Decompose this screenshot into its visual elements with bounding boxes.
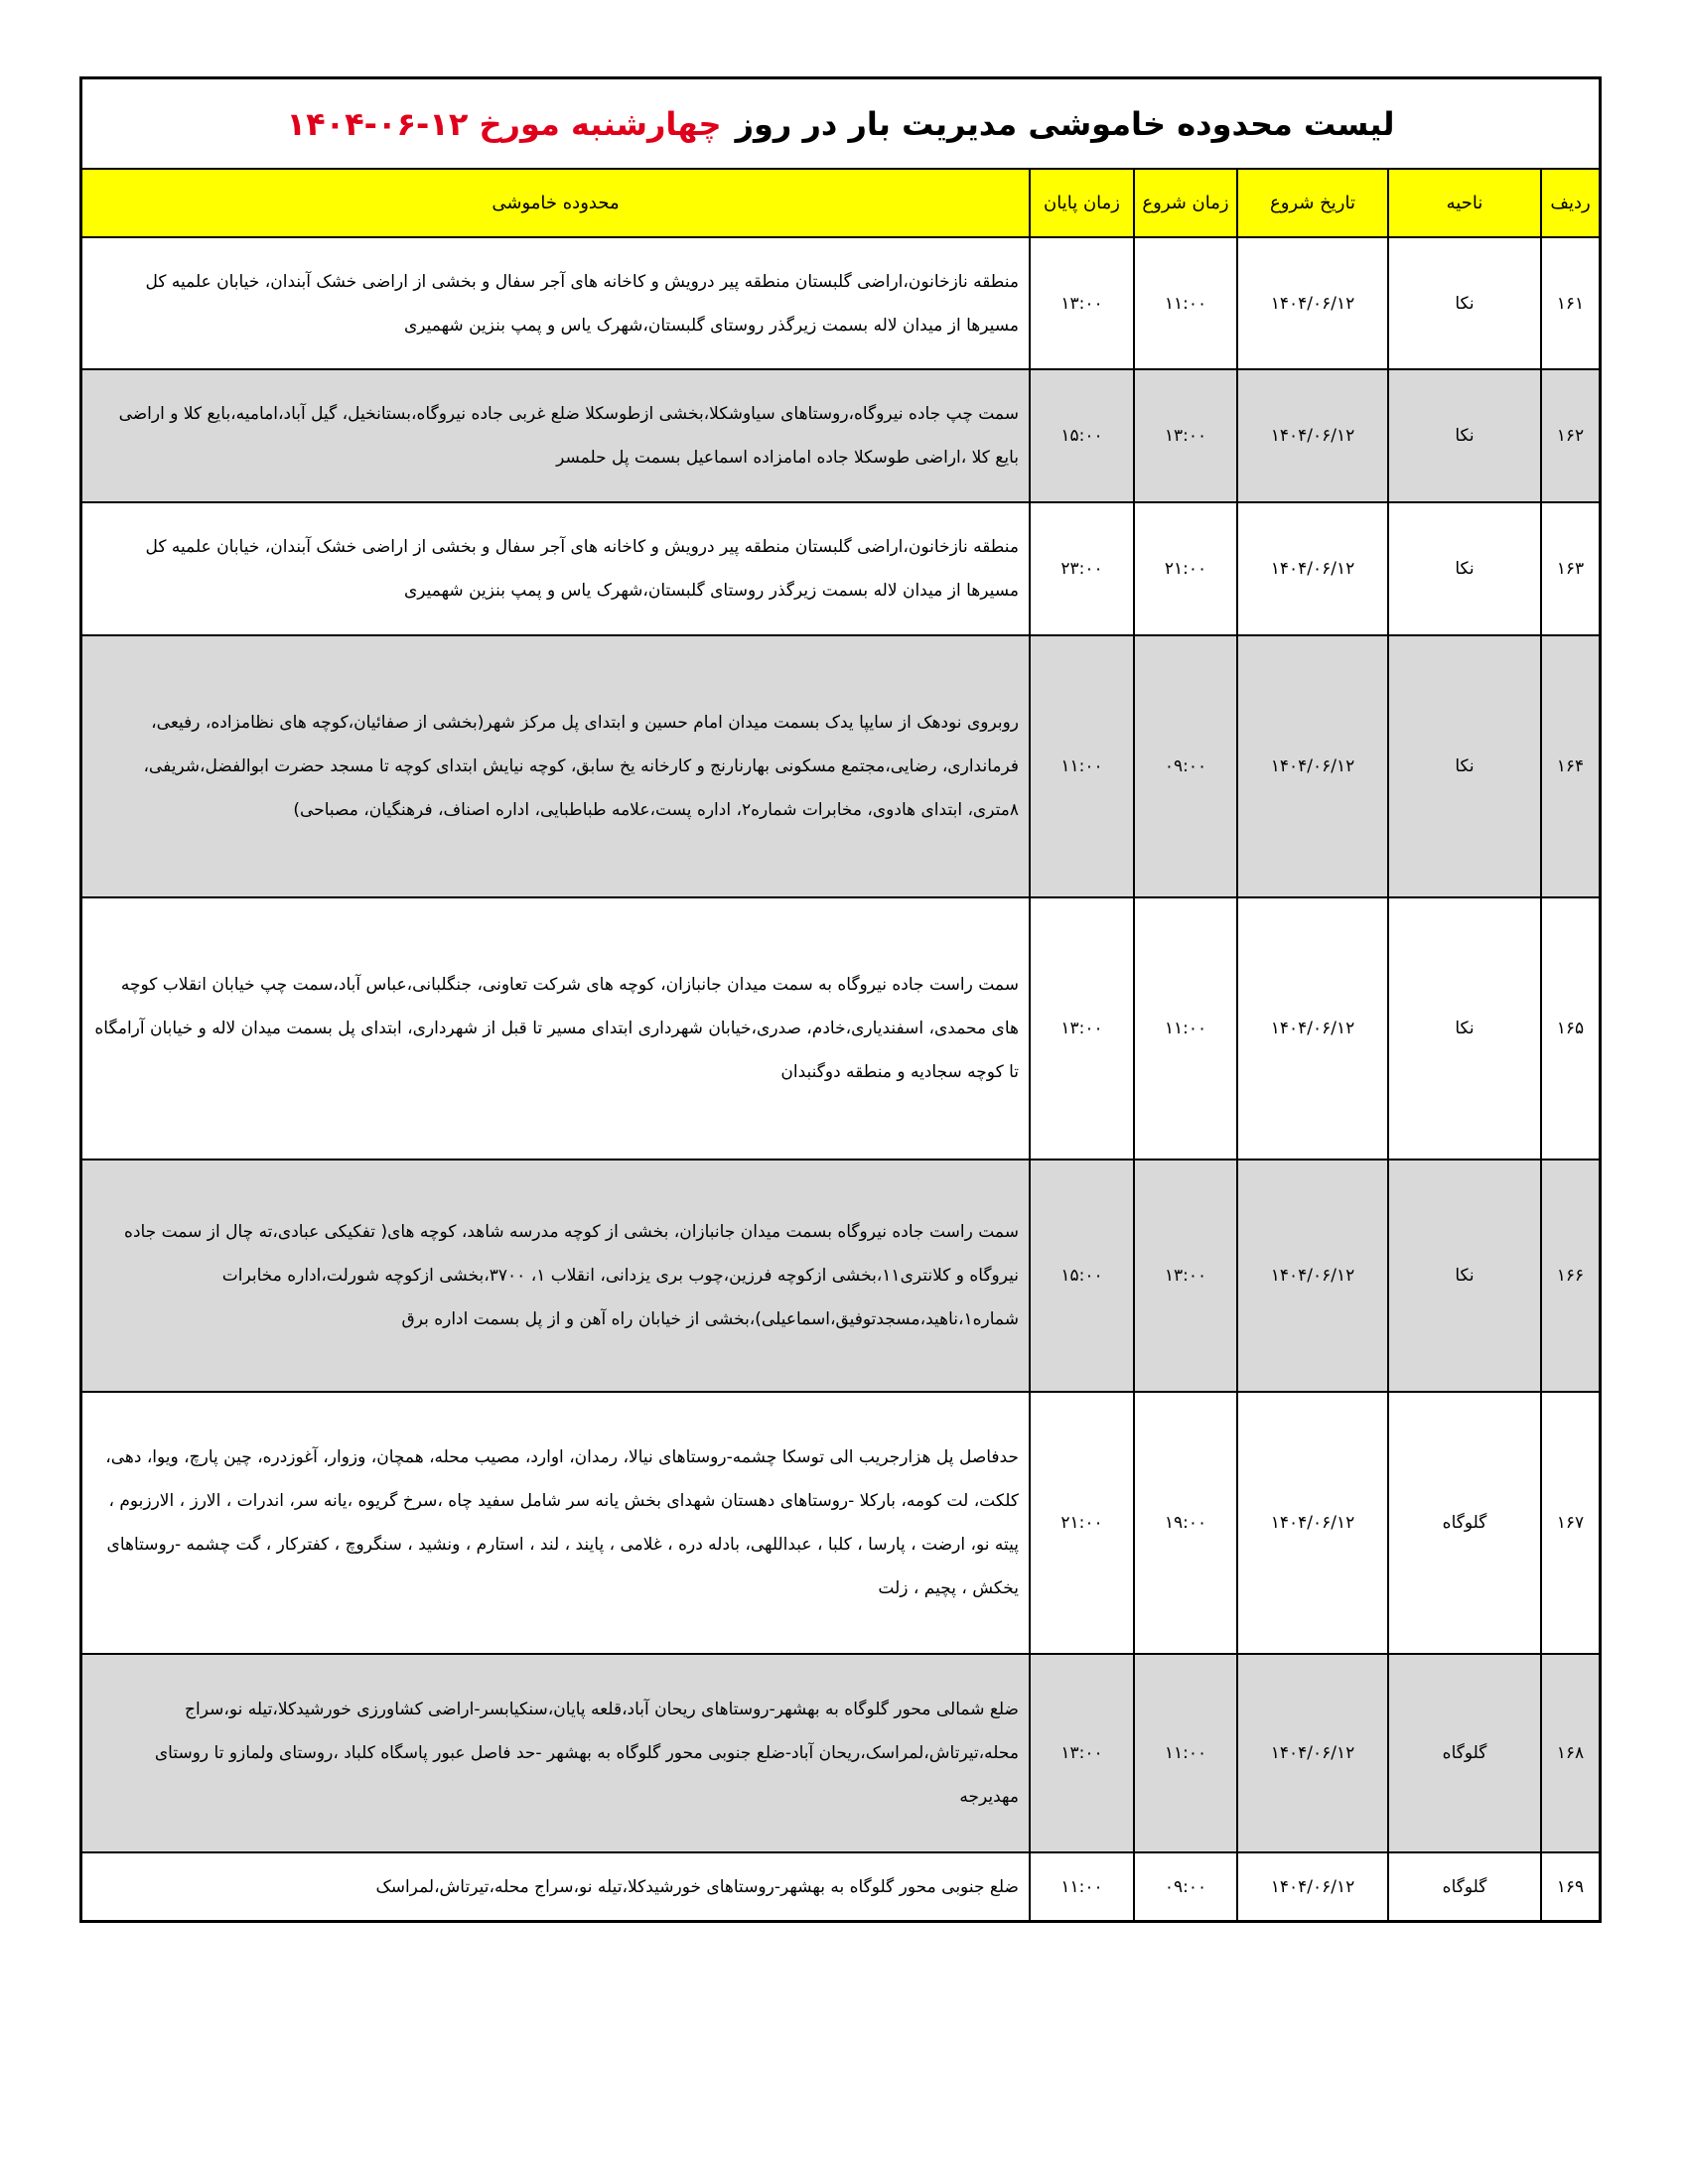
row-area: منطقه نازخانون،اراضی گلبستان منطقه پیر درویش و کاخانه های آجر سفال و بخشی از اراضی خشک آبندان، خیابان علمیه کل مسیرها از میدان لاله بسمت زیرگذر روستای گلبستان،شهرک یاس و پمپ بنزین شهمیری [82,237,1030,369]
row-start-time: ۱۳:۰۰ [1134,369,1237,502]
table-row [82,237,1599,369]
row-end-time: ۲۱:۰۰ [1030,1392,1134,1654]
row-number: ۱۶۸ [1541,1654,1599,1852]
row-area: حدفاصل پل هزارجریب الی توسکا چشمه-روستاهای نیالا، رمدان، اوارد، مصیب محله، همچان، وزوار، آغوزدره، چین پارچ، ویوا، دهی، کلکت، لت کومه، بارکلا -روستاهای دهستان شهدای بخش یانه سر شامل سفید چاه ،سرخ گریوه ،یانه سر، اندرات ، الارز ، الارزبوم ، پیته نو، ارضت ، پارسا ، کلبا ، عبداللهی، بادله دره ، غلامی ، پایند ، لند ، استارم ، ونشید ، سنگروچ ، کفترکار ، گت چشمه -روستاهای یخکش ، پچیم ، زلت [82,1392,1030,1654]
title-prefix: لیست محدوده خاموشی مدیریت بار در روز [735,104,1395,143]
row-area: منطقه نازخانون،اراضی گلبستان منطقه پیر درویش و کاخانه های آجر سفال و بخشی از اراضی خشک آبندان، خیابان علمیه کل مسیرها از میدان لاله بسمت زیرگذر روستای گلبستان،شهرک یاس و پمپ بنزین شهمیری [82,502,1030,635]
row-region: نکا [1388,1160,1541,1392]
row-end-time: ۱۳:۰۰ [1030,237,1134,369]
header-area: محدوده خاموشی [82,170,1030,237]
row-region: نکا [1388,237,1541,369]
row-number: ۱۶۳ [1541,502,1599,635]
blackout-table [82,170,1599,1920]
table-row [82,502,1599,635]
row-area: سمت چپ جاده نیروگاه،روستاهای سیاوشکلا،بخشی ازطوسکلا ضلع غربی جاده نیروگاه،بستانخیل، گیل آباد،امامیه،بایع کلا و اراضی بایع کلا ،اراضی طوسکلا جاده امامزاده اسماعیل بسمت پل حلمسر [82,369,1030,502]
row-end-time: ۱۳:۰۰ [1030,1654,1134,1852]
row-region: گلوگاه [1388,1654,1541,1852]
row-area: روبروی نودهک از سایپا یدک بسمت میدان امام حسین و ابتدای پل مرکز شهر(بخشی از صفائیان،کوچه های نظامزاده، رفیعی، فرمانداری، رضایی،مجتمع مسکونی بهارنارنج و کارخانه یخ سابق، کوچه نیایش ابتدای کوچه تا مسجد حضرت ابوالفضل،شریفی، ۸متری، ابتدای هادوی، مخابرات شماره۲، اداره پست،علامه طباطبایی، اداره اصناف، فرهنگیان، مصباحی) [82,635,1030,897]
row-date: ۱۴۰۴/۰۶/۱۲ [1237,369,1388,502]
row-area: سمت راست جاده نیروگاه بسمت میدان جانبازان، بخشی از کوچه مدرسه شاهد، کوچه های( تفکیکی عبادی،ته چال از سمت جاده نیروگاه و کلانتری۱۱،بخشی ازکوچه فرزین،چوب بری یزدانی، انقلاب ۱، ۳۷۰۰،بخشی ازکوچه شورلت،اداره مخابرات شماره۱،ناهید،مسجدتوفیق،اسماعیلی)،بخشی از خیابان راه آهن و از پل بسمت اداره برق [82,1160,1030,1392]
row-area: ضلع شمالی محور گلوگاه به بهشهر-روستاهای ریحان آباد،قلعه پایان،سنکیابسر-اراضی کشاورزی خورشیدکلا،تیله نو،سراج محله،تیرتاش،لمراسک،ریحان آباد-ضلع جنوبی محور گلوگاه به بهشهر -حد فاصل عبور پاسگاه کلباد ،روستای ولمازو تا روستای مهدیرجه [82,1654,1030,1852]
row-region: نکا [1388,897,1541,1160]
header-start-time: زمان شروع [1134,170,1237,237]
row-end-time: ۱۵:۰۰ [1030,1160,1134,1392]
row-date: ۱۴۰۴/۰۶/۱۲ [1237,502,1388,635]
row-start-time: ۱۹:۰۰ [1134,1392,1237,1654]
row-region: گلوگاه [1388,1392,1541,1654]
row-number: ۱۶۲ [1541,369,1599,502]
row-start-time: ۱۱:۰۰ [1134,1654,1237,1852]
row-number: ۱۶۴ [1541,635,1599,897]
row-number: ۱۶۱ [1541,237,1599,369]
row-date: ۱۴۰۴/۰۶/۱۲ [1237,1392,1388,1654]
row-start-time: ۰۹:۰۰ [1134,635,1237,897]
blackout-sheet [79,76,1602,1923]
row-number: ۱۶۷ [1541,1392,1599,1654]
row-region: نکا [1388,635,1541,897]
row-date: ۱۴۰۴/۰۶/۱۲ [1237,1160,1388,1392]
header-row-number: ردیف [1541,170,1599,237]
header-row [82,170,1599,237]
row-start-time: ۰۹:۰۰ [1134,1852,1237,1920]
row-start-time: ۱۱:۰۰ [1134,237,1237,369]
row-end-time: ۱۳:۰۰ [1030,897,1134,1160]
table-row [82,1654,1599,1852]
row-region: نکا [1388,502,1541,635]
row-date: ۱۴۰۴/۰۶/۱۲ [1237,237,1388,369]
row-end-time: ۱۱:۰۰ [1030,635,1134,897]
header-start-date: تاریخ شروع [1237,170,1388,237]
row-number: ۱۶۹ [1541,1852,1599,1920]
table-row [82,1392,1599,1654]
row-region: گلوگاه [1388,1852,1541,1920]
row-number: ۱۶۶ [1541,1160,1599,1392]
table-row [82,635,1599,897]
row-end-time: ۱۵:۰۰ [1030,369,1134,502]
row-end-time: ۱۱:۰۰ [1030,1852,1134,1920]
row-date: ۱۴۰۴/۰۶/۱۲ [1237,1852,1388,1920]
row-number: ۱۶۵ [1541,897,1599,1160]
header-region: ناحیه [1388,170,1541,237]
row-date: ۱۴۰۴/۰۶/۱۲ [1237,897,1388,1160]
title-date: چهارشنبه مورخ ۱۲-۰۶-۱۴۰۴ [286,104,722,143]
row-date: ۱۴۰۴/۰۶/۱۲ [1237,635,1388,897]
table-row [82,1852,1599,1920]
row-area: سمت راست جاده نیروگاه به سمت میدان جانبازان، کوچه های شرکت تعاونی، جنگلبانی،عباس آباد،سمت چپ خیابان انقلاب کوچه های محمدی، اسفندیاری،خادم، صدری،خیابان شهرداری ابتدای مسیر تا قبل از شهرداری، ابتدای پل بسمت میدان لاله و خیابان آرامگاه تا کوچه سجادیه و منطقه دوگنبدان [82,897,1030,1160]
row-region: نکا [1388,369,1541,502]
row-end-time: ۲۳:۰۰ [1030,502,1134,635]
table-row [82,897,1599,1160]
table-row [82,1160,1599,1392]
row-start-time: ۱۳:۰۰ [1134,1160,1237,1392]
row-start-time: ۱۱:۰۰ [1134,897,1237,1160]
row-date: ۱۴۰۴/۰۶/۱۲ [1237,1654,1388,1852]
page-title [82,79,1599,170]
header-end-time: زمان پایان [1030,170,1134,237]
row-start-time: ۲۱:۰۰ [1134,502,1237,635]
row-area: ضلع جنوبی محور گلوگاه به بهشهر-روستاهای خورشیدکلا،تیله نو،سراج محله،تیرتاش،لمراسک [82,1852,1030,1920]
table-row [82,369,1599,502]
